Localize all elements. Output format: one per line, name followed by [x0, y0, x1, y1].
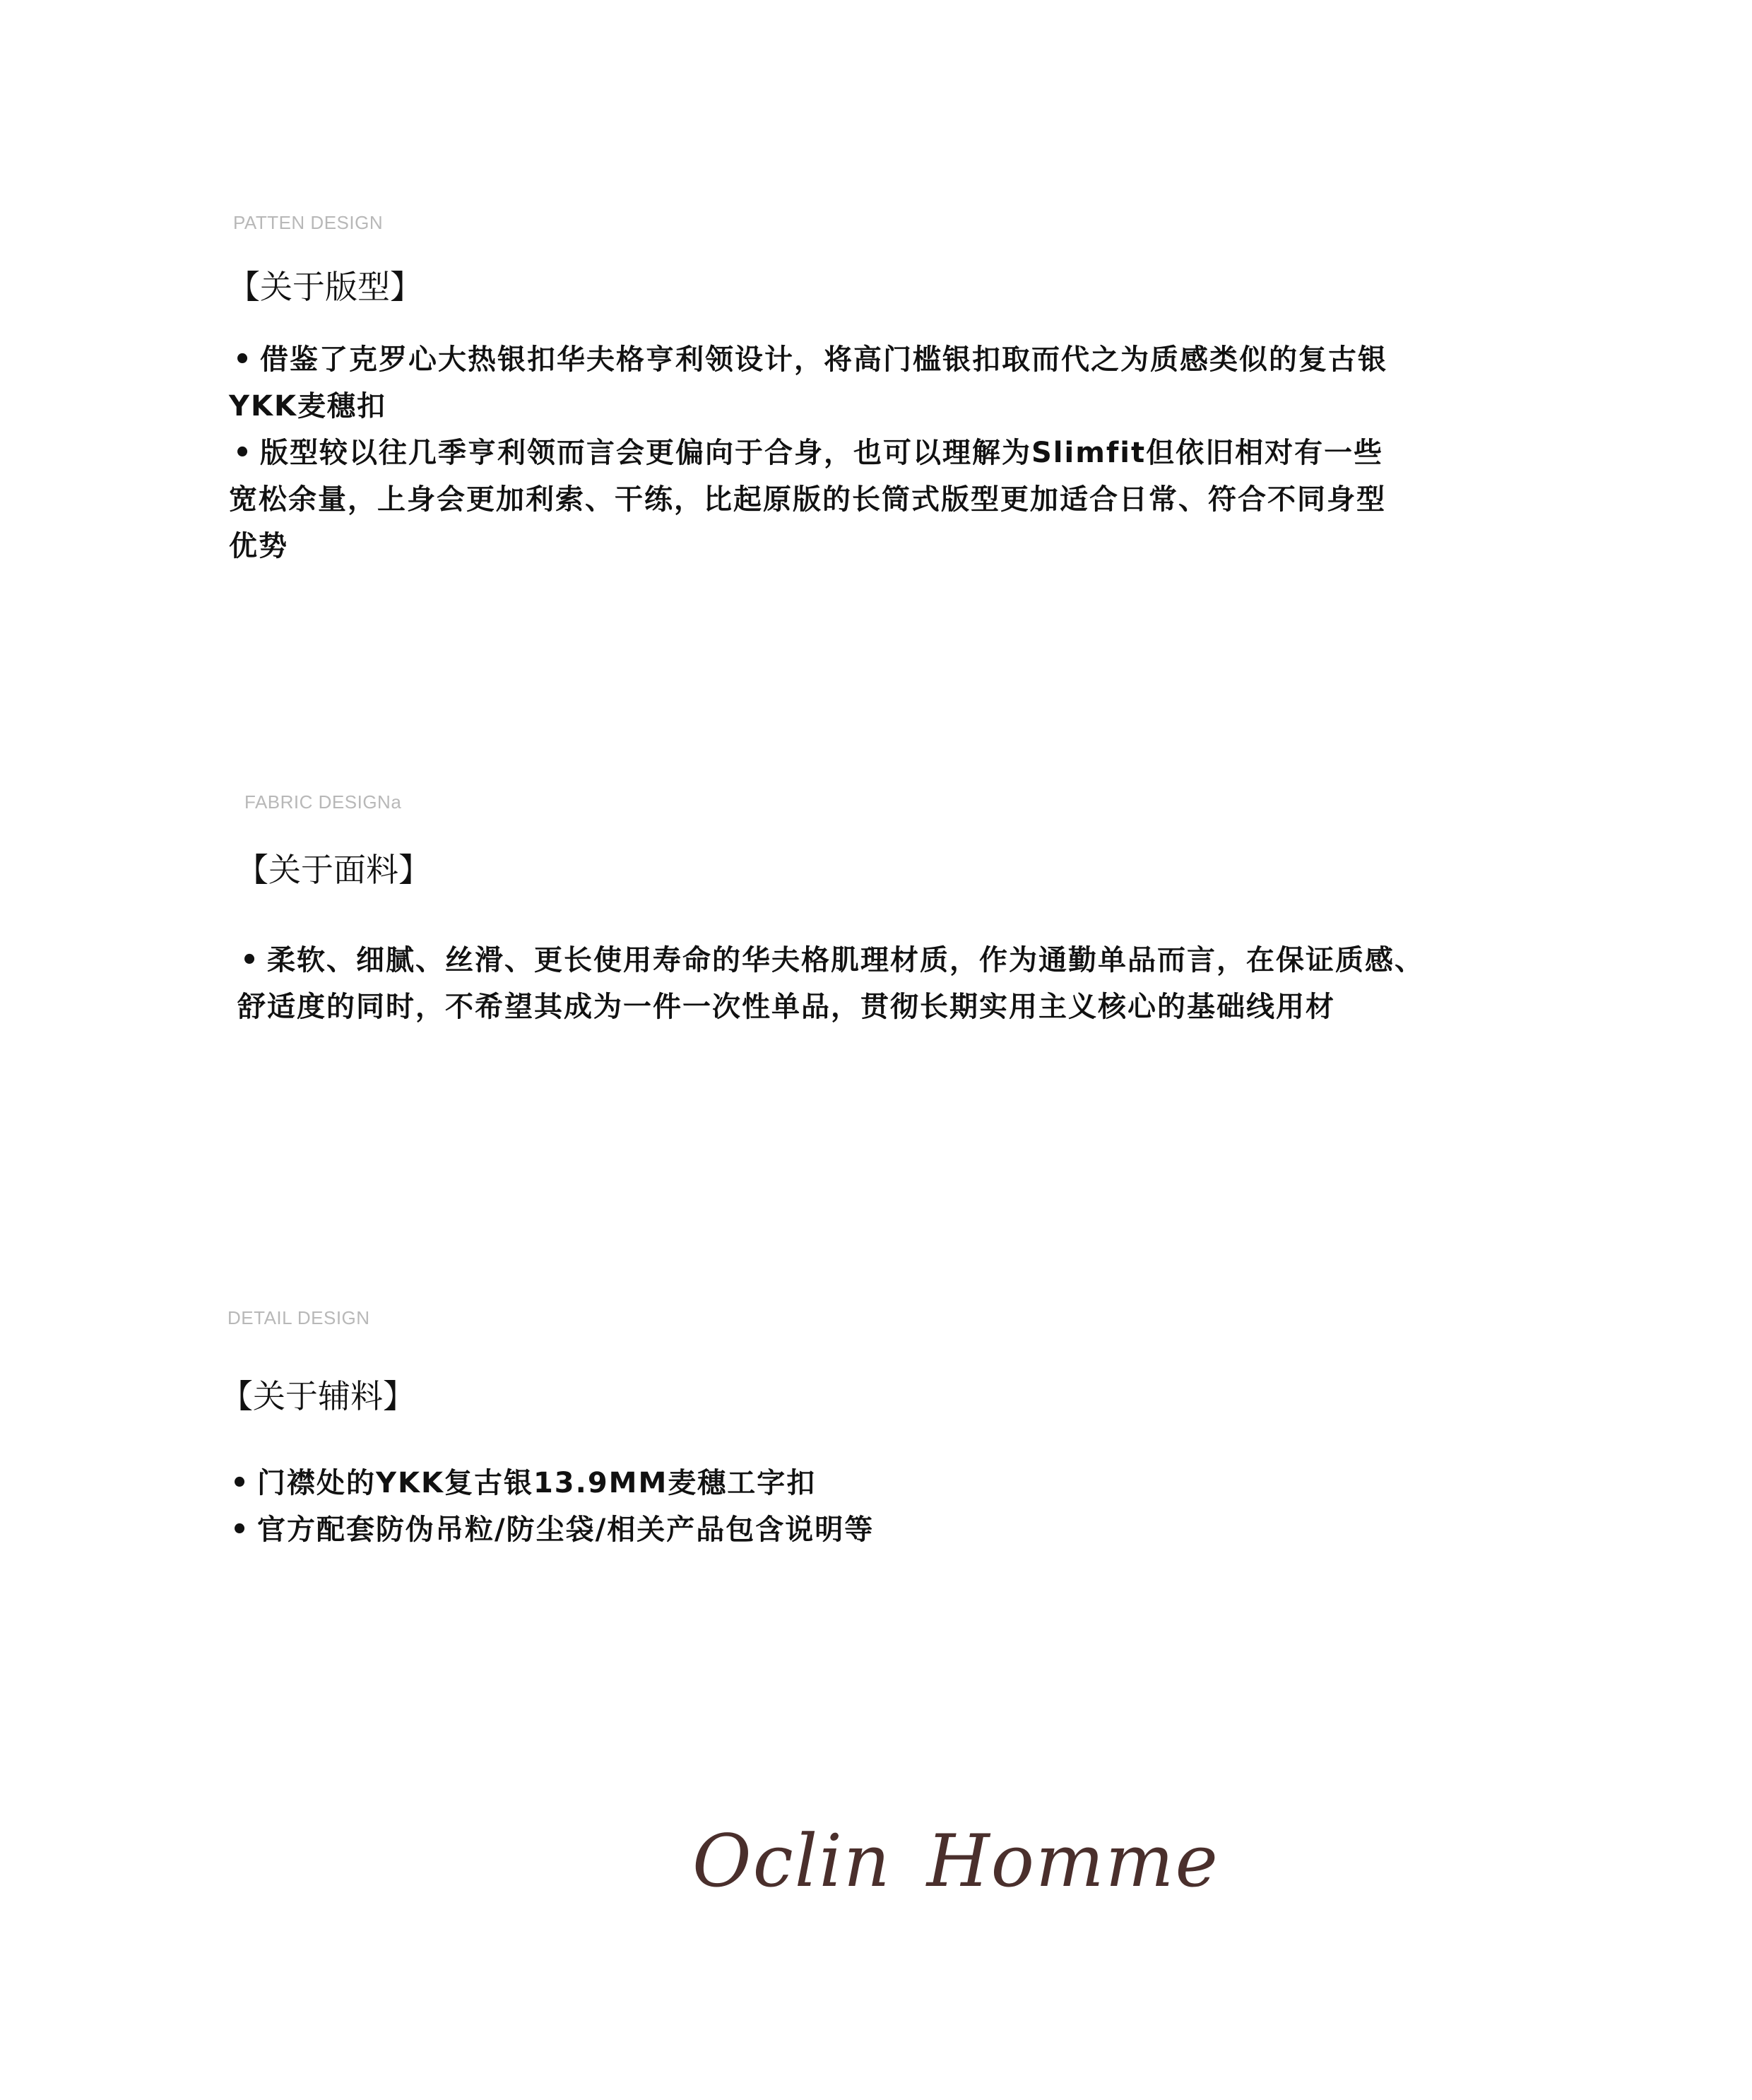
list-item [226, 430, 1387, 570]
fabric-item-1-line1: 柔软、细腻、丝滑、更长使用寿命的华夫格肌理材质，作为通勤单品而言，在保证质感、 [267, 944, 1424, 977]
detail-item-1-line1: 门襟处的YKK复古银13.9MM麦穗工字扣 [257, 1467, 817, 1499]
brand-logo-part1: Oclin [692, 1819, 892, 1904]
detail-item-2-line1: 官方配套防伪吊粒/防尘袋/相关产品包含说明等 [257, 1514, 875, 1546]
pattern-item-2-line2: 宽松余量，上身会更加利索、干练，比起原版的长筒式版型更加适合日常、符合不同身型 [229, 483, 1386, 516]
brand-logo [692, 1819, 1219, 1904]
fabric-eyebrow: FABRIC DESIGNa [244, 791, 402, 813]
list-item [223, 1460, 874, 1506]
pattern-item-1-line1: 借鉴了克罗心大热银扣华夫格亨利领设计，将高门槛银扣取而代之为质感类似的复古银 [260, 343, 1387, 376]
bullet-icon: • [233, 343, 253, 376]
fabric-item-1-line2: 舒适度的同时，不希望其成为一件一次性单品，贯彻长期实用主义核心的基础线用材 [237, 991, 1335, 1023]
pattern-eyebrow: PATTEN DESIGN [233, 212, 384, 233]
list-item [226, 336, 1387, 430]
list-item [223, 1506, 874, 1553]
pattern-list [226, 336, 1387, 570]
bullet-icon: • [230, 1467, 250, 1499]
bullet-icon: • [240, 944, 260, 977]
detail-title: 【关于辅料】 [220, 1377, 415, 1415]
pattern-item-1-line2: YKK麦穗扣 [229, 390, 386, 423]
list-item [233, 937, 1424, 1030]
pattern-title: 【关于版型】 [227, 268, 422, 306]
bullet-icon: • [230, 1514, 250, 1546]
fabric-title: 【关于面料】 [236, 851, 431, 889]
bullet-icon: • [233, 437, 253, 469]
detail-eyebrow: DETAIL DESIGN [227, 1307, 370, 1328]
brand-logo-part2: Homme [926, 1819, 1219, 1904]
detail-list [223, 1460, 874, 1553]
pattern-item-2-line3: 优势 [229, 530, 288, 562]
fabric-list [233, 937, 1424, 1030]
pattern-item-2-line1: 版型较以往几季亨利领而言会更偏向于合身，也可以理解为Slimfit但依旧相对有一些 [260, 437, 1384, 469]
